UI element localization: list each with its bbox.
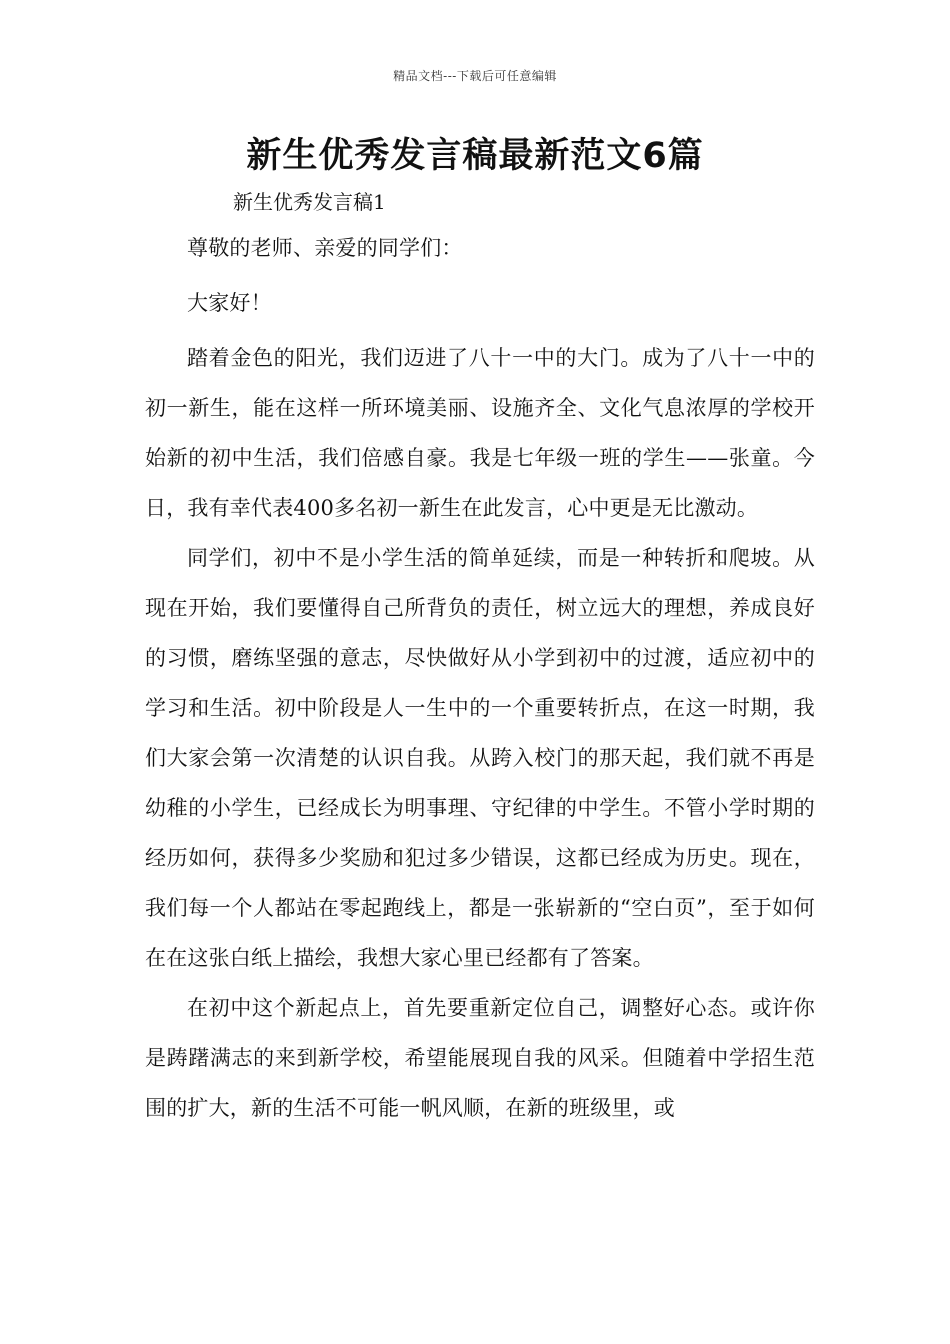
salutation-line: 尊敬的老师、亲爱的同学们： bbox=[187, 236, 463, 260]
body-paragraph: 在初中这个新起点上，首先要重新定位自己，调整好心态。或许你是踌躇满志的来到新学校，希望能展现自我的风采。但随着中学招生范围的扩大，新的生活不可能一帆风顺，在新的班级里，或 bbox=[145, 996, 815, 1120]
section-subheading: 新生优秀发言稿1 bbox=[233, 190, 386, 214]
header-note: 精品文档---下载后可任意编辑 bbox=[393, 69, 557, 83]
document-title: 新生优秀发言稿最新范文6篇 bbox=[246, 136, 704, 176]
body-paragraph: 踏着金色的阳光，我们迈进了八十一中的大门。成为了八十一中的初一新生，能在这样一所环境美丽、设施齐全、文化气息浓厚的学校开始新的初中生活，我们倍感自豪。我是七年级一班的学生——张童。今日，我有幸代表400多名初一新生在此发言，心中更是无比激动。 bbox=[145, 346, 815, 520]
greeting-line: 大家好！ bbox=[187, 291, 272, 315]
body-paragraph: 同学们，初中不是小学生活的简单延续，而是一种转折和爬坡。从现在开始，我们要懂得自己所背负的责任，树立远大的理想，养成良好的习惯，磨练坚强的意志，尽快做好从小学到初中的过渡，适应初中的学习和生活。初中阶段是人一生中的一个重要转折点，在这一时期，我们大家会第一次清楚的认识自我。从跨入校门的那天起，我们就不再是幼稚的小学生，已经成长为明事理、守纪律的中学生。不管小学时期的经历如何，获得多少奖励和犯过多少错误，这都已经成为历史。现在，我们每一个人都站在零起跑线上，都是一张崭新的“空白页”，至于如何在在这张白纸上描绘，我想大家心里已经都有了答案。 bbox=[145, 546, 815, 970]
document-body bbox=[145, 223, 815, 1133]
